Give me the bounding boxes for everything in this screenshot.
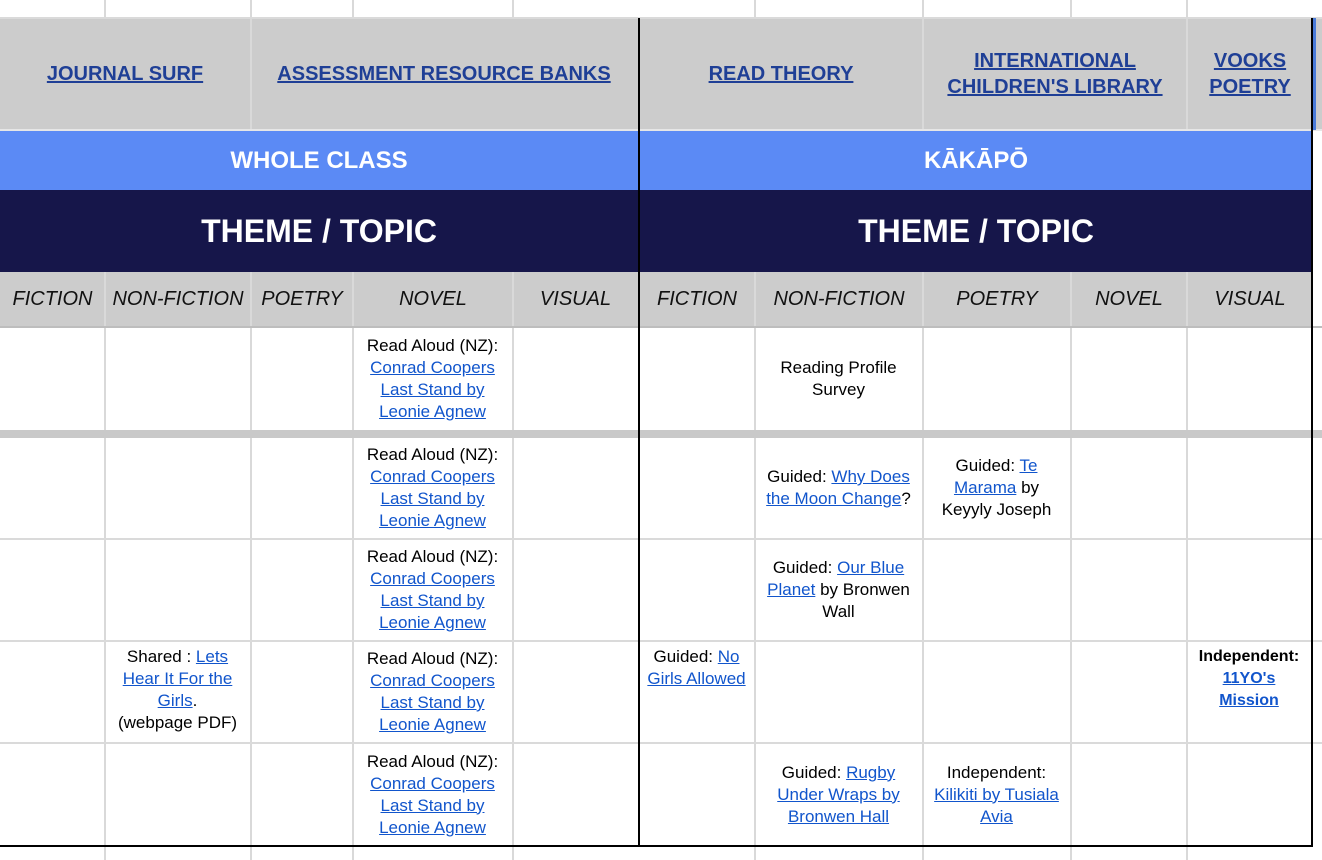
lets-hear-cell: [105, 642, 250, 742]
guided-label: Guided:: [955, 456, 1016, 475]
col-nonfiction-right: NON-FICTION: [755, 272, 923, 327]
frozen-row-divider: [0, 430, 1322, 438]
theme-topic-left: THEME / TOPIC: [0, 190, 638, 272]
read-aloud-label: Read Aloud (NZ):: [366, 649, 499, 668]
conrad-coopers-link[interactable]: Conrad Coopers Last Stand by Leonie Agnew: [370, 671, 495, 734]
grid-line: [250, 0, 252, 18]
grid-line: [1070, 272, 1072, 860]
reading-profile-cell: [755, 328, 922, 430]
guided-label: Guided:: [781, 762, 842, 782]
grid-line: [1186, 18, 1188, 130]
col-visual-right: VISUAL: [1187, 272, 1313, 327]
no-girls-cell: [639, 642, 754, 742]
grid-line: [754, 0, 756, 18]
right-border: [1311, 18, 1313, 845]
vooks-poetry-cell: [1187, 18, 1313, 130]
why-moon-link[interactable]: Why Does the Moon Change: [766, 467, 910, 508]
col-novel-right: NOVEL: [1071, 272, 1187, 327]
grid-line: [922, 0, 924, 18]
col-poetry-right: POETRY: [923, 272, 1071, 327]
read-theory-cell: [639, 18, 923, 130]
assessment-resource-banks-link[interactable]: ASSESSMENT RESOURCE BANKS: [277, 63, 611, 85]
vooks-poetry-link[interactable]: VOOKS POETRY: [1209, 50, 1291, 98]
independent-label: Independent:: [946, 762, 1047, 782]
col-fiction-left: FICTION: [0, 272, 105, 327]
grid-line: [250, 272, 252, 860]
moon-cell: [755, 438, 922, 538]
theme-topic-right: THEME / TOPIC: [639, 190, 1313, 272]
table-bottom-border: [0, 845, 1313, 847]
grid-line: [104, 272, 106, 860]
shared-label: Shared :: [126, 647, 192, 666]
question-mark: ?: [901, 489, 911, 508]
rugby-link[interactable]: Rugby Under Wraps by Bronwen Hall: [777, 762, 900, 826]
whole-class-band: WHOLE CLASS: [0, 131, 638, 190]
novel-cell: [353, 540, 512, 640]
top-strip: [0, 0, 1322, 18]
read-aloud-label: Read Aloud (NZ):: [366, 445, 499, 464]
kilikiti-cell: [923, 744, 1070, 845]
grid-line: [352, 0, 354, 18]
te-marama-cell: [923, 438, 1070, 538]
journal-surf-link[interactable]: JOURNAL SURF: [46, 63, 204, 85]
read-aloud-label: Read Aloud (NZ):: [366, 751, 499, 771]
no-girls-link[interactable]: No Girls Allowed: [647, 647, 746, 688]
col-visual-left: VISUAL: [513, 272, 638, 327]
grid-line: [0, 129, 1322, 131]
read-theory-link[interactable]: READ THEORY: [708, 63, 854, 85]
kakapo-band: KĀKĀPŌ: [639, 131, 1313, 190]
by-keyyly-text: by Keyyly Joseph: [941, 478, 1052, 519]
selection-edge: [1313, 18, 1316, 130]
grid-line: [922, 18, 924, 130]
reading-profile-text: Reading Profile Survey: [780, 358, 897, 399]
guided-label: Guided:: [767, 467, 827, 486]
lets-hear-link[interactable]: Lets Hear It For the Girls: [122, 647, 233, 710]
conrad-coopers-link[interactable]: Conrad Coopers Last Stand by Leonie Agnew: [370, 358, 495, 421]
novel-cell: [353, 744, 512, 845]
international-childrens-library-cell: [923, 18, 1187, 130]
by-bronwen-wall-text: by Bronwen Wall: [820, 580, 910, 621]
guided-label: Guided:: [772, 558, 833, 577]
international-childrens-library-link[interactable]: INTERNATIONAL CHILDREN'S LIBRARY: [947, 50, 1163, 98]
conrad-coopers-link[interactable]: Conrad Coopers Last Stand by Leonie Agnew: [370, 773, 495, 837]
col-novel-left: NOVEL: [353, 272, 513, 327]
conrad-coopers-link[interactable]: Conrad Coopers Last Stand by Leonie Agnew: [370, 569, 495, 632]
col-poetry-left: POETRY: [251, 272, 353, 327]
kilikiti-link[interactable]: Kilikiti by Tusiala Avia: [934, 784, 1059, 826]
webpage-pdf-text: (webpage PDF): [117, 713, 238, 732]
novel-cell: [353, 642, 512, 742]
assessment-resource-banks-cell: [250, 18, 638, 130]
novel-cell: [353, 328, 512, 430]
conrad-coopers-link[interactable]: Conrad Coopers Last Stand by Leonie Agnew: [370, 467, 495, 530]
grid-line: [0, 742, 1322, 744]
read-aloud-label: Read Aloud (NZ):: [366, 547, 499, 566]
grid-line: [1186, 0, 1188, 18]
read-aloud-label: Read Aloud (NZ):: [366, 336, 499, 355]
independent-label: Independent:: [1198, 648, 1300, 665]
journal-surf-cell: [0, 18, 250, 130]
our-blue-planet-link[interactable]: Our Blue Planet: [767, 558, 905, 599]
te-marama-link[interactable]: Te Marama: [953, 456, 1038, 497]
grid-line: [512, 272, 514, 860]
col-nonfiction-left: NON-FICTION: [105, 272, 251, 327]
grid-line: [1070, 0, 1072, 18]
grid-line: [1186, 272, 1188, 860]
grid-line: [512, 0, 514, 18]
novel-cell: [353, 438, 512, 538]
blue-planet-cell: [755, 540, 922, 640]
rugby-cell: [755, 744, 922, 845]
grid-line: [0, 538, 1322, 540]
grid-line: [250, 18, 252, 130]
mission-link[interactable]: 11YO's Mission: [1219, 670, 1279, 709]
grid-line: [104, 0, 106, 18]
period: .: [192, 691, 198, 710]
mission-cell: [1187, 642, 1311, 742]
grid-line: [0, 326, 1322, 328]
grid-line: [0, 17, 1322, 19]
col-fiction-right: FICTION: [639, 272, 755, 327]
guided-label: Guided:: [653, 647, 714, 666]
